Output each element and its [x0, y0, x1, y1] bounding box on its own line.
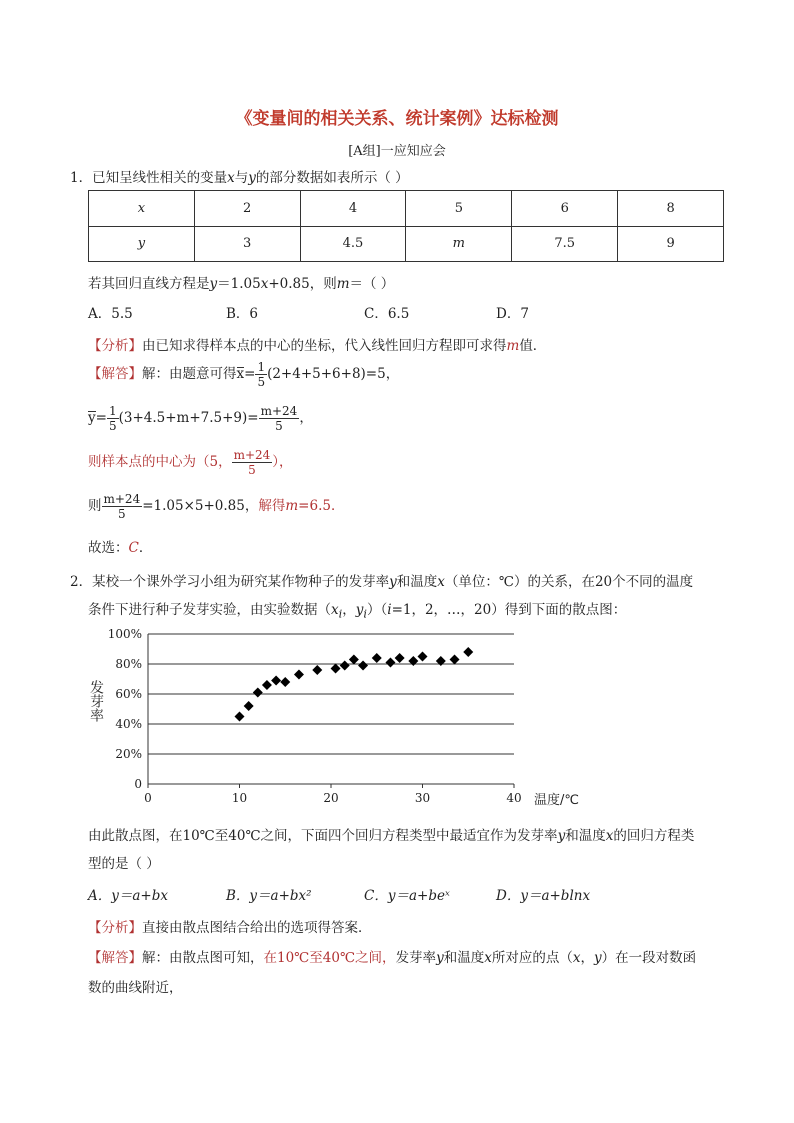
answer-text: ，	[580, 950, 594, 966]
q1-solve-line	[88, 492, 344, 521]
var-m: m	[506, 338, 520, 354]
var-x: x	[331, 602, 339, 618]
var-i: i	[387, 602, 392, 618]
fraction	[232, 448, 273, 477]
table-row	[89, 226, 724, 262]
y-tick-label: 100%	[107, 627, 142, 641]
numerator: m+24	[103, 492, 141, 506]
text: +0.85，则	[268, 276, 337, 292]
answer-text: =1.05×5+0.85，	[142, 498, 259, 514]
page-title: 《变量间的相关关系、统计案例》达标检测	[235, 109, 559, 129]
answer-text: 解：由散点图可知，	[142, 950, 264, 966]
y-tick-label: 60%	[115, 687, 142, 701]
scatter-point	[418, 652, 428, 662]
denominator: 5	[257, 375, 266, 389]
q1-stem-text: 1．已知呈线性相关的变量	[70, 170, 228, 186]
denominator: 5	[275, 419, 283, 433]
text: =1，2，…，20）得到下面的散点图：	[391, 602, 627, 618]
scatter-point	[235, 712, 245, 722]
var-x: x	[572, 950, 581, 966]
var-x: x	[227, 170, 235, 186]
fraction	[107, 404, 119, 433]
scatter-point	[262, 680, 272, 690]
scatter-point	[395, 653, 405, 663]
q2-question-line1	[88, 824, 694, 844]
x-tick-label: 40	[506, 791, 522, 805]
analysis-text: 由已知求得样本点的中心的坐标，代入线性回归方程即可求得	[142, 338, 507, 354]
answer-text: ）在一段对数函	[601, 950, 697, 966]
analysis-tag: 【分析】	[88, 338, 142, 354]
answer-text: 和温度	[443, 950, 485, 966]
var-y: y	[355, 602, 364, 618]
q1-data-table	[88, 190, 724, 262]
answer-choice: C	[128, 540, 139, 556]
var-m: m	[285, 498, 299, 514]
table-row	[89, 191, 724, 227]
q2-question-line2: 型的是（ ）	[88, 856, 160, 872]
q2-stem-line2	[88, 598, 626, 621]
scatter-point	[358, 661, 368, 671]
table-cell: m	[406, 226, 512, 262]
x-tick-label: 10	[231, 791, 248, 805]
y-tick-label: 40%	[115, 717, 142, 731]
analysis-text: 值．	[519, 338, 547, 354]
x-bar: x	[236, 366, 245, 382]
subscript-i: i	[363, 607, 367, 621]
answer-text: ，	[299, 410, 313, 426]
numerator: 1	[257, 360, 266, 374]
fraction	[259, 404, 300, 433]
answer-tag: 【解答】	[88, 950, 142, 966]
x-tick-label: 0	[144, 791, 152, 805]
table-cell: 9	[618, 226, 724, 262]
y-bar: y	[88, 410, 96, 426]
q1-regression-line	[88, 272, 394, 292]
scatter-point	[463, 647, 473, 657]
q2-analysis	[88, 916, 372, 936]
table-cell: 6	[512, 191, 618, 227]
text: （单位：℃）的关系，在20个不同的温度	[444, 574, 694, 590]
table-cell: 4	[300, 191, 406, 227]
scatter-point	[331, 664, 341, 674]
y-tick-label: 20%	[115, 747, 142, 761]
section-subtitle: [A组]一应知应会	[348, 144, 446, 159]
q1-option-c: C．6.5	[364, 306, 410, 322]
var-x: x	[484, 950, 492, 966]
q1-analysis	[88, 334, 546, 354]
analysis-tag: 【分析】	[88, 920, 142, 936]
chart-y-label: 发芽率	[88, 680, 104, 722]
denominator: 5	[118, 507, 126, 521]
table-cell: 3	[194, 226, 300, 262]
equals: =	[244, 366, 256, 382]
q1-stem-text: 的部分数据如表所示（ ）	[255, 170, 409, 186]
q2-answer-line2: 数的曲线附近，	[88, 980, 183, 996]
var-y: y	[436, 950, 444, 966]
text: 2．某校一个课外学习小组为研究某作物种子的发芽率	[70, 574, 390, 590]
text: ）（	[366, 602, 388, 618]
answer-text: 则	[88, 498, 102, 514]
var-y: y	[389, 574, 397, 590]
answer-text: ），	[272, 454, 293, 470]
var-m: m	[336, 276, 350, 292]
scatter-point	[280, 677, 290, 687]
denominator: 5	[248, 463, 256, 477]
scatter-point	[271, 676, 281, 686]
q2-option-a: A．y＝a+bx	[88, 888, 168, 904]
var-y: y	[557, 828, 566, 844]
fraction	[255, 360, 267, 389]
text: ＝（ ）	[349, 276, 395, 292]
q1-answer-line1	[88, 360, 399, 389]
answer-text: 故选：	[88, 540, 129, 556]
text: 条件下进行种子发芽实验，由实验数据（	[88, 602, 331, 618]
text: 的回归方程类	[613, 828, 695, 844]
q1-option-d: D．7	[496, 306, 529, 322]
q2-stem-line1	[70, 570, 693, 590]
scatter-point	[385, 658, 395, 668]
table-cell: y	[89, 226, 195, 262]
table-cell: 2	[194, 191, 300, 227]
scatter-point	[372, 653, 382, 663]
text: 和温度	[396, 574, 438, 590]
var-x: x	[605, 828, 614, 844]
table-cell: 5	[406, 191, 512, 227]
table-cell: 7.5	[512, 226, 618, 262]
answer-text: 解：由题意可得	[142, 366, 237, 382]
answer-text: =6.5．	[298, 498, 345, 514]
text: ＝1.05	[217, 276, 261, 292]
scatter-point	[294, 670, 304, 680]
table-cell: 8	[618, 191, 724, 227]
fraction	[102, 492, 143, 521]
answer-text: 所对应的点（	[491, 950, 573, 966]
answer-text: 在10℃至40℃之间，	[263, 950, 396, 966]
scatter-point	[244, 701, 254, 711]
denominator: 5	[108, 419, 117, 433]
answer-text: (2+4+5+6+8)=5，	[267, 366, 400, 382]
answer-text: 则样本点的中心为（5，	[88, 454, 232, 470]
scatter-point	[340, 661, 350, 671]
q1-choose-line	[88, 536, 152, 556]
q2-option-b: B．y＝a+bx²	[226, 888, 312, 904]
table-cell: 4.5	[300, 226, 406, 262]
q2-option-d: D．y＝a+blnx	[496, 888, 591, 904]
q1-option-b: B．6	[226, 306, 259, 322]
var-y: y	[593, 950, 602, 966]
x-axis-label: 温度/℃	[534, 793, 579, 808]
q1-stem-text: 与	[234, 170, 249, 186]
text: 若其回归直线方程是	[88, 276, 210, 292]
subscript-i: i	[338, 607, 343, 621]
var-y: y	[209, 276, 218, 292]
q1-answer-line2	[88, 404, 313, 433]
x-tick-label: 20	[323, 791, 339, 805]
answer-tag: 【解答】	[88, 366, 142, 382]
q1-center-line	[88, 448, 293, 477]
q1-stem	[70, 166, 409, 186]
analysis-text: 直接由散点图结合给出的选项得答案．	[142, 920, 372, 936]
q2-answer-line1	[88, 946, 696, 966]
var-x: x	[437, 574, 445, 590]
answer-text: ．	[138, 540, 153, 556]
var-y: y	[248, 170, 256, 186]
text: ，	[342, 602, 356, 618]
table-cell: x	[89, 191, 195, 227]
equals: =	[95, 410, 107, 426]
var-x: x	[260, 276, 269, 292]
scatter-point	[253, 688, 263, 698]
numerator: m+24	[233, 448, 271, 462]
text: 由此散点图，在10℃至40℃之间，下面四个回归方程类型中最适宜作为发芽率	[88, 828, 558, 844]
scatter-point	[349, 655, 359, 665]
scatter-point	[312, 665, 322, 675]
y-tick-label: 0	[134, 777, 142, 791]
y-tick-label: 80%	[115, 657, 142, 671]
answer-text: 发芽率	[395, 950, 437, 966]
answer-text: (3+4.5+m+7.5+9)=	[118, 410, 259, 426]
answer-text: 解得	[258, 498, 286, 514]
scatter-chart	[90, 622, 579, 812]
numerator: 1	[108, 404, 117, 418]
q2-option-c: C．y＝a+beˣ	[364, 888, 450, 904]
q1-option-a: A．5.5	[88, 306, 133, 322]
x-tick-label: 30	[414, 791, 431, 805]
numerator: m+24	[260, 404, 298, 418]
scatter-point	[450, 655, 460, 665]
text: 和温度	[565, 828, 606, 844]
